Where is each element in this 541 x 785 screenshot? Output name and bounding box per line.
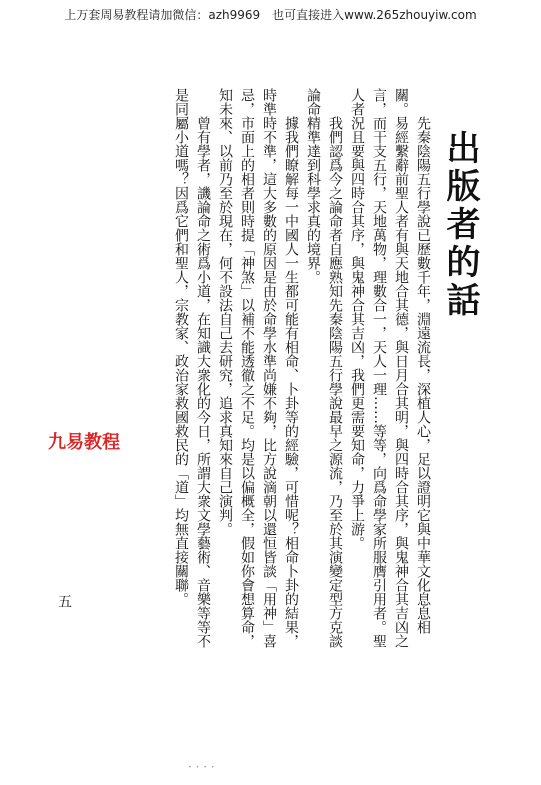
book-page [38,44,518,774]
paragraph-text: 我們認爲今之論命者自應熟知先秦陰陽五行學說最早之源流，乃至於其演變定型方克談論命精準達到科學求真的境界。 [305,88,343,648]
body-text [104,88,434,648]
watermark-logo: 九易教程 [48,432,120,453]
footer-marks: · · · · [188,760,215,774]
paragraph-3 [214,88,302,648]
paragraph-1 [346,88,434,648]
paragraph-4 [170,88,214,648]
paragraph-text: 先秦陰陽五行學說已歷數千年，淵遠流長，深植人心，足以證明它與中華文化息息相關。易經繫辭前聖人者有與天地合其德，與日月合其明，與四時合其序，與鬼神合其吉凶之言，而干支五行，天地萬物，理數合一，天人一理……等等，向爲命學家所服膺引用者。聖人者況且要與四時合其序，與鬼神合其吉凶，我們更需要知命，力爭上游。 [349,88,431,648]
paragraph-text: 曾有學者，譏論命之術爲小道，在知識大衆化的今日，所謂大衆文學藝術、音樂等等不是同屬小道嗎？因爲它們和聖人，宗教家、政治家救國救民的「道」均無直接關聯。 [173,88,211,648]
page-number: 五 [56,594,72,608]
paragraph-text: 據我們瞭解每一中國人一生都可能有相命、卜卦等的經驗，可惜呢？相命卜卦的結果，時準時不準，這大多數的原因是由於命學水準尚嫌不夠，比方說滴朝以還恒皆談「用神」喜忌，市面上的相者則時提「神煞」以補不能透徹之不足。均是以偏概全，假如你會想算命，知未來、以前乃至於現在，何不設法自己去研究，追求真知來自己演判。 [217,88,299,648]
page-title: 出版者的話 [440,130,480,320]
paragraph-2 [302,88,346,648]
header-watermark-text: 上万套周易教程请加微信：azh9969 也可直接进入www.265zhouyiw.com [64,8,477,22]
